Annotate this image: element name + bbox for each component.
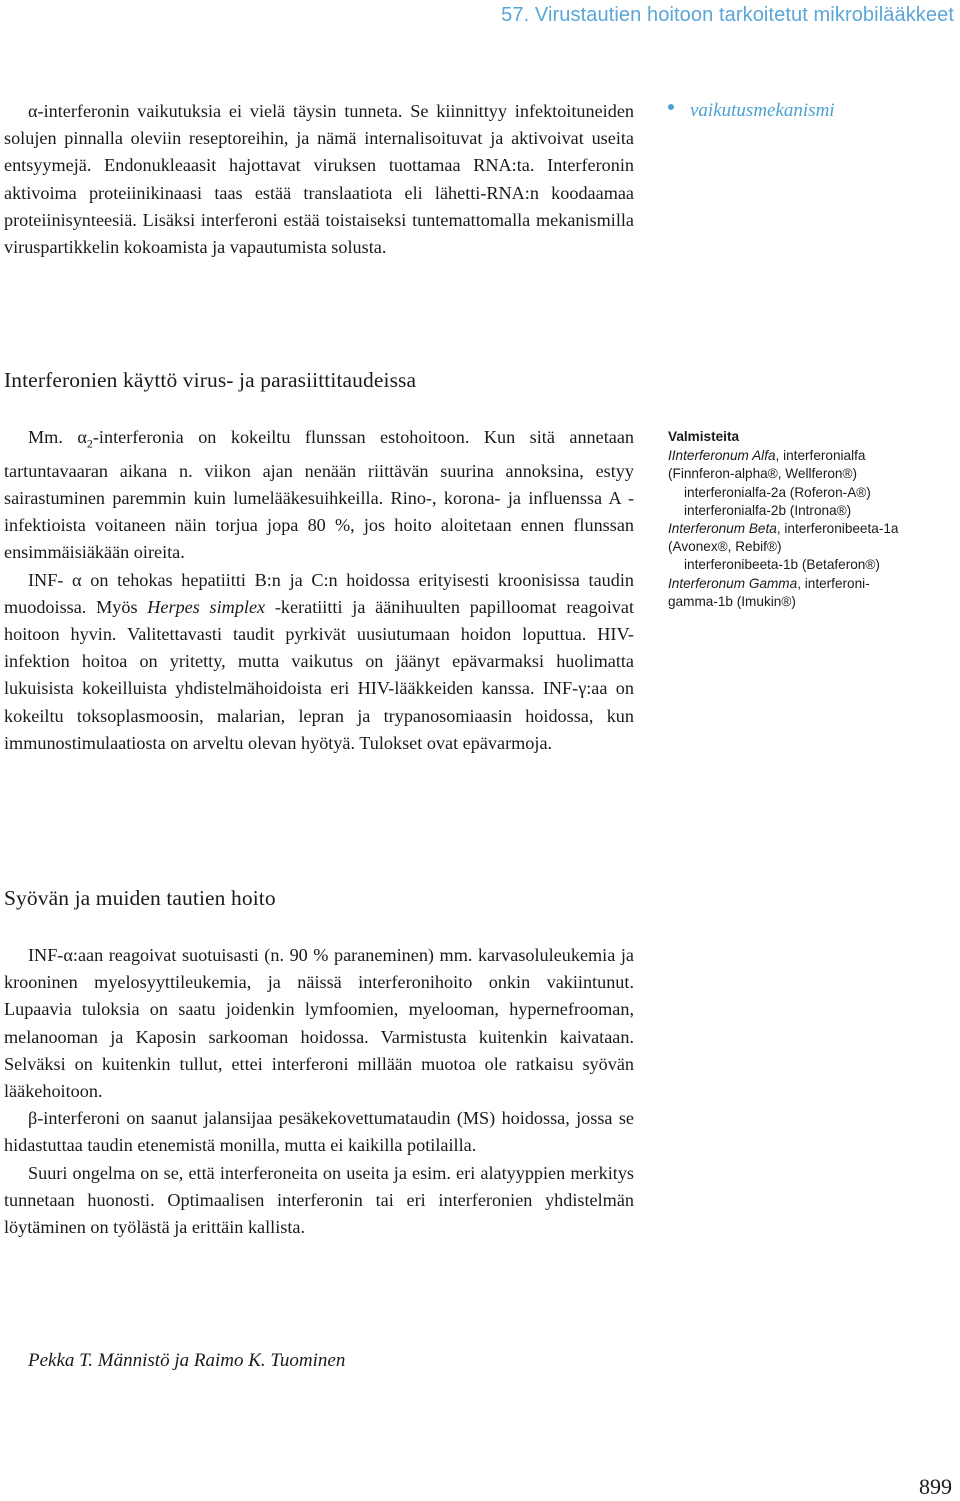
preparation-line: gamma-1b (Imukin®) [668,593,796,609]
paragraph [4,567,634,757]
intro-text [4,98,634,261]
text-run: INF- α on tehokas hepatiitti B:n ja C:n hoidossa erityisesti kroonisissa taudin muodoissa. Myös [4,569,634,617]
text-run: -keratiitti ja äänihuulten papilloomat reagoivat hoitoon hyvin. Valitettavasti taudit pyrkivät uusiutumaan hoidon loputtua. HIV-infektion hoitoa on yritetty, mutta vaikutus on jäänyt epävarmaksi huolimatta lukuisista kokeilluista yhdistelmähoidoista eri HIV-lääkkeiden kanssa. INF-γ:aa on kokeiltu toksoplasmoosin, malarian, lepran ja trypanosomiaasin hoidossa, kun immunostimulaatiosta on arveltu olevan hyötyä. Tulokset ovat epävarmoja. [4,596,634,753]
page-number: 899 [919,1474,952,1499]
preparations-title: Valmisteita [668,429,740,444]
preparation-line [668,575,958,593]
preparation-line: interferonibeeta-1b (Betaferon®) [684,557,880,573]
margin-note [668,100,835,122]
generic-name: IInterferonum Alfa [668,448,776,464]
section-heading-virus: Interferonien käyttö virus- ja parasiittitaudeissa [4,368,417,392]
running-title: 57. Virustautien hoitoon tarkoitetut mikrobilääkkeet [501,4,954,26]
text-run: , interferoni- [797,575,870,591]
generic-name: Interferonum Beta [668,521,777,537]
text-run: , interferonibeeta-1a [776,521,899,537]
paragraph [4,424,634,567]
italic-term: Herpes simplex [147,596,266,617]
section-heading-cancer: Syövän ja muiden tautien hoito [4,886,276,910]
text-run: Mm. α [28,427,87,447]
preparation-line: interferonialfa-2a (Roferon-A®) [684,484,871,500]
preparation-line [668,520,958,538]
preparation-line [668,447,958,465]
preparation-line: interferonialfa-2b (Introna®) [684,502,852,518]
generic-name: Interferonum Gamma [668,575,798,591]
preparation-line: (Avonex®, Rebif®) [668,539,782,555]
authors: Pekka T. Männistö ja Raimo K. Tuominen [28,1350,346,1371]
section-virus-text [4,424,634,757]
paragraph: INF-α:aan reagoivat suotuisasti (n. 90 % paraneminen) mm. karvasoluleukemia ja krooninen myelosyyttileukemia, ja näissä interferonihoito onkin vakiintunut. Lupaavia tuloksia on saatu joidenkin lymfoomien, myelooman, hypernefrooman, melanooman ja Kaposin sarkooman hoidossa. Varmistusta kuitenkin kaivataan. Selväksi on kuitenkin tullut, ettei interferoni millään muotoa ole ratkaisu syövän lääkehoitoon. [4,945,634,1102]
subscript: 2 [86,436,93,451]
bullet-icon [668,104,674,110]
preparation-line: (Finnferon-alpha®, Wellferon®) [668,466,858,482]
preparations-box [668,428,958,611]
paragraph: Suuri ongelma on se, että interferoneita on useita ja esim. eri alatyyppien merkitys tunnetaan huonosti. Optimaalisen interferonin tai eri interferonien yhdistelmän löytäminen on työlästä ja erittäin kallista. [4,1162,634,1238]
text-run: -interferonia on kokeiltu flunssan estohoitoon. Kun sitä annetaan tartuntavaaran aikana n. viikon ajan nenään riittävän suurina annoksina, estyy sairastuminen paremmin kuin lumelääkesuihkeilla. Rino-, korona- ja influenssa A -infektioista voitaneen näin torjua jopa 80 %, jos hoito aloitetaan ennen flunssan ensimmäisiäkään oireita. [4,427,634,563]
margin-note-label: vaikutusmekanismi [690,100,835,121]
text-run: , interferonialfa [775,448,866,464]
paragraph: β-interferoni on saanut jalansijaa pesäkekovettumataudin (MS) hoidossa, jossa se hidastuttaa taudin etenemistä monilla, mutta ei kaikilla potilailla. [4,1108,634,1156]
intro-paragraph: α-interferonin vaikutuksia ei vielä täysin tunneta. Se kiinnittyy infektoituneiden solujen pinnalla oleviin reseptoreihin, ja nämä internalisoituvat ja aktivoivat useita entsyymejä. Endonukleaasit hajottavat viruksen tuottamaa RNA:ta. Interferonin aktivoima proteiinikinaasi taas estää translaatiota eli lähetti-RNA:n koodaamaa proteiinisynteesiä. Lisäksi interferoni estää toistaiseksi tuntemattomalla mekanismilla viruspartikkelin kokoamista ja vapautumista solusta. [4,101,634,258]
section-cancer-text [4,942,634,1241]
